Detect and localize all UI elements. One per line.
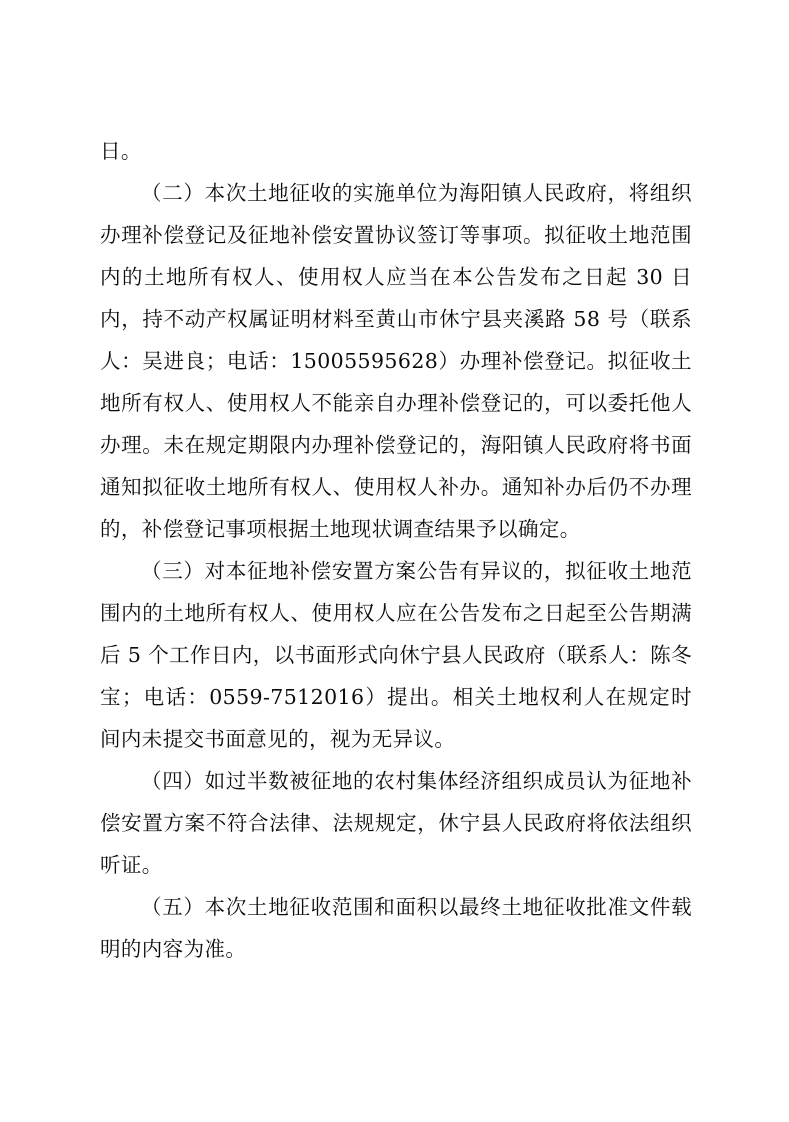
paragraph-item-3: （三）对本征地补偿安置方案公告有异议的，拟征收土地范围内的土地所有权人、使用权人应在公告发布之日起至公告期满后 5 个工作日内，以书面形式向休宁县人民政府（联系人：陈冬宝；电话：0559-7512016）提出。相关土地权利人在规定时间内未提交书面意见的，视为无异议。: [100, 559, 692, 751]
document-body: [100, 130, 692, 970]
paragraph-continuation: 日。: [100, 139, 142, 163]
paragraph-item-2: （二）本次土地征收的实施单位为海阳镇人民政府，将组织办理补偿登记及征地补偿安置协议签订等事项。拟征收土地范围内的土地所有权人、使用权人应当在本公告发布之日起 30 日内，持不动产权属证明材料至黄山市休宁县夹溪路 58 号（联系人：吴进良；电话：15005595628）办理补偿登记。拟征收土地所有权人、使用权人不能亲自办理补偿登记的，可以委托他人办理。未在规定期限内办理补偿登记的，海阳镇人民政府将书面通知拟征收土地所有权人、使用权人补办。通知补办后仍不办理的，补偿登记事项根据土地现状调查结果予以确定。: [100, 181, 692, 541]
paragraph-item-4: （四）如过半数被征地的农村集体经济组织成员认为征地补偿安置方案不符合法律、法规规定，休宁县人民政府将依法组织听证。: [100, 769, 692, 877]
paragraph-item-5: （五）本次土地征收范围和面积以最终土地征收批准文件载明的内容为准。: [100, 895, 692, 961]
